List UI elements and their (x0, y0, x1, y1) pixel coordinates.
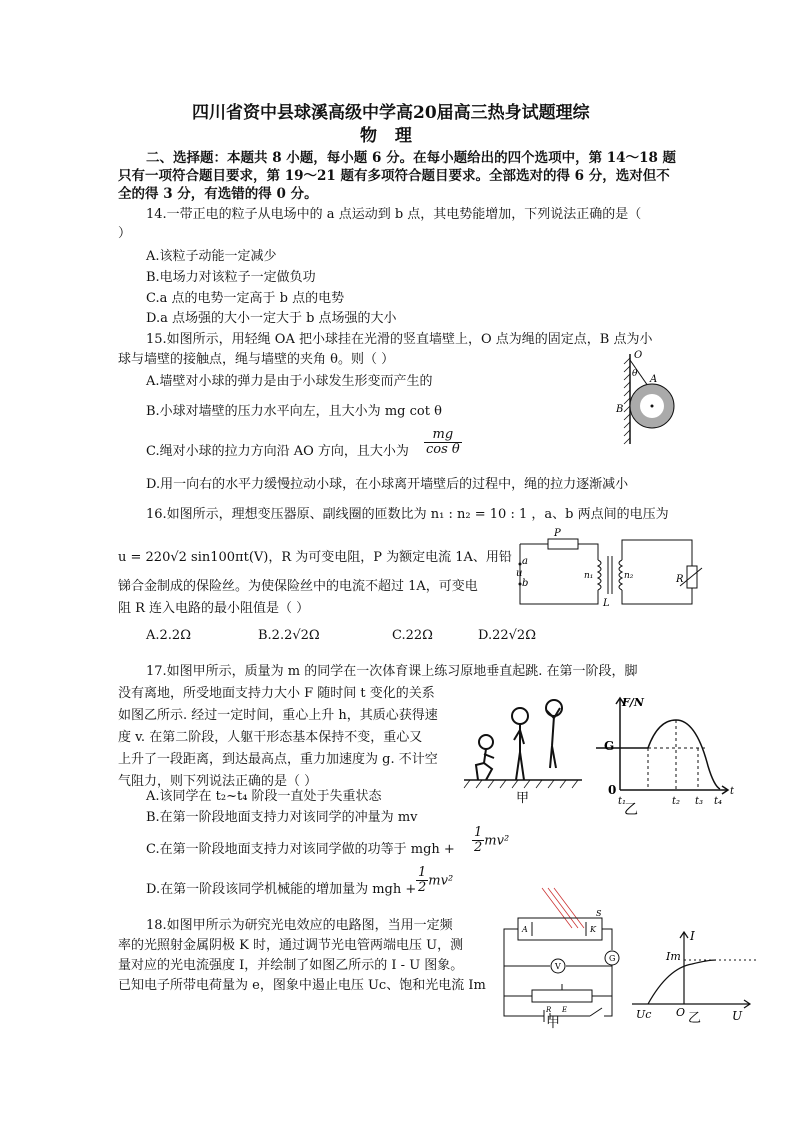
label-a: A (650, 374, 658, 385)
q16-stem-line2: u = 220√2 sin100πt(V)，R 为可变电阻，P 为额定电流 1A、用铅 (118, 550, 512, 565)
label-s: S (596, 909, 602, 918)
q18-figure-yi (632, 926, 760, 1026)
q18-figure-jia (504, 888, 626, 1026)
label-n1: n₁ (584, 571, 594, 581)
label-im: Im (666, 950, 681, 963)
label-theta: θ (632, 369, 638, 379)
fraction-numerator: 1 (474, 825, 483, 840)
label-origin: O (676, 1006, 686, 1019)
q17-figure-jia (464, 696, 588, 808)
label-zero: 0 (608, 783, 617, 797)
label-i: I (690, 929, 695, 943)
fraction-denominator: cos θ (426, 442, 460, 458)
q18-stem: 18.如图甲所示为研究光电效应的电路图，当用一定频 (146, 918, 453, 933)
q17-option-a: A.该同学在 t₂~t₄ 阶段一直处于失重状态 (146, 789, 382, 804)
subject-title: 物 理 (360, 126, 418, 146)
q14-option-c: C.a 点的电势一定高于 b 点的电势 (146, 291, 345, 306)
label-r: R (546, 1006, 552, 1014)
q18-stem-line3: 量对应的光电流强度 I，并绘制了如图乙所示的 I - U 图象。 (118, 958, 464, 973)
q15-figure (612, 346, 692, 446)
label-u: u (516, 568, 523, 579)
q15-option-c: C.绳对小球的拉力方向沿 AO 方向，且大小为 (146, 444, 409, 459)
instructions-line-1: 二、选择题：本题共 8 小题，每小题 6 分。在每小题给出的四个选项中，第 14～18 题 (146, 150, 677, 166)
q18-stem-line4: 已知电子所带电荷量为 e，图象中遏止电压 Uc、饱和光电流 Im (118, 978, 486, 993)
q15-fraction (424, 428, 462, 458)
fraction-tail: mv² (428, 873, 454, 889)
q16-stem-line4: 阻 R 连入电路的最小阻值是（ ） (118, 601, 310, 616)
q15-stem: 15.如图所示，用轻绳 OA 把小球挂在光滑的竖直墙壁上，O 点为绳的固定点，B 点为小 (146, 332, 653, 347)
label-r: R (676, 574, 684, 585)
fraction-denominator: 2 (474, 840, 483, 856)
q15-stem-cont: 球与墙壁的接触点，绳与墙壁的夹角 θ。则（ ） (118, 352, 395, 367)
q16-stem: 16.如图所示，理想变压器原、副线圈的匝数比为 n₁ : n₂ = 10 : 1 ，a、b 两点间的电压为 (146, 507, 669, 522)
label-n2: n₂ (624, 571, 634, 581)
q17-stem-line6: 气阻力，则下列说法正确的是（ ） (118, 774, 318, 789)
q14-stem: 14.一带正电的粒子从电场中的 a 点运动到 b 点，其电势能增加，下列说法正确的是（ (146, 207, 642, 222)
q17-option-c: C.在第一阶段地面支持力对该同学做的功等于 mgh + (146, 842, 455, 857)
instructions-line-2: 只有一项符合题目要求，第 19～21 题有多项符合题目要求。全部选对的得 6 分，选对但不 (118, 168, 670, 184)
label-t: t (730, 786, 735, 797)
q15-option-d: D.用一向右的水平力缓慢拉动小球，在小球离开墙壁后的过程中，绳的拉力逐渐减小 (146, 477, 629, 492)
fraction-numerator: 1 (418, 865, 427, 880)
label-fn: F/N (622, 696, 644, 709)
q17-option-c-fraction (472, 826, 509, 856)
label-e: E (562, 1006, 568, 1014)
label-o: O (634, 350, 643, 361)
q17-stem: 17.如图甲所示，质量为 m 的同学在一次体育课上练习原地垂直起跳. 在第一阶段，脚 (146, 664, 638, 679)
label-b-point: b (522, 578, 529, 589)
label-t2: t₂ (672, 796, 681, 807)
label-t4: t₄ (714, 796, 723, 807)
q16-option-a: A.2.2Ω (146, 628, 191, 643)
q16-option-c: C.22Ω (392, 628, 433, 643)
q17-stem-line5: 上升了一段距离，到达最高点，重力加速度为 g. 不计空 (118, 752, 438, 767)
fraction-numerator: mg (424, 428, 462, 443)
q16-stem-line3: 锑合金制成的保险丝。为使保险丝中的电流不超过 1A，可变电 (118, 579, 478, 594)
label-k: K (590, 925, 596, 934)
label-uc: Uc (636, 1008, 652, 1021)
fraction-denominator: 2 (418, 880, 427, 896)
q17-stem-line3: 如图乙所示. 经过一定时间，重心上升 h，其质心获得速 (118, 708, 438, 723)
label-b: B (616, 404, 624, 415)
q16-option-d: D.22√2Ω (478, 628, 536, 643)
q17-stem-line2: 没有离地，所受地面支持力大小 F 随时间 t 变化的关系 (118, 686, 435, 701)
q16-figure (512, 530, 698, 610)
q17-figure-yi (596, 694, 736, 816)
q14-option-b: B.电场力对该粒子一定做负功 (146, 270, 316, 285)
q15-option-a: A.墙壁对小球的弹力是由于小球发生形变而产生的 (146, 374, 433, 389)
label-t1: t₁ (618, 796, 627, 807)
label-a-point: a (522, 556, 528, 567)
label-v: V (555, 962, 561, 971)
instructions-line-3: 全的得 3 分，有选错的得 0 分。 (118, 186, 318, 202)
q15-option-b: B.小球对墙壁的压力水平向左，且大小为 mg cot θ (146, 404, 442, 419)
q14-stem-cont: ） (118, 226, 132, 241)
label-p: P (554, 528, 561, 539)
label-u-axis: U (732, 1009, 743, 1023)
page-title: 四川省资中县球溪高级中学高20届高三热身试题理综 (192, 103, 590, 123)
q14-option-a: A.该粒子动能一定减少 (146, 249, 277, 264)
label-yi: 乙 (688, 1011, 702, 1026)
label-a-electrode: A (522, 925, 528, 934)
q17-option-b: B.在第一阶段地面支持力对该同学的冲量为 mv (146, 810, 418, 825)
q16-option-b: B.2.2√2Ω (258, 628, 320, 643)
label-yi: 乙 (624, 802, 638, 818)
q14-option-d: D.a 点场强的大小一定大于 b 点场强的大小 (146, 311, 397, 326)
fraction-tail: mv² (484, 833, 510, 849)
q17-stem-line4: 度 v. 在第二阶段，人躯干形态基本保持不变，重心又 (118, 730, 423, 745)
label-l: L (603, 598, 610, 609)
q17-option-d-fraction (416, 866, 453, 896)
label-t3: t₃ (695, 796, 704, 807)
label-g-meter: G (609, 954, 616, 963)
q18-stem-line2: 率的光照射金属阴极 K 时，通过调节光电管两端电压 U，测 (118, 938, 464, 953)
q18-label-jia: 甲 (546, 1015, 560, 1031)
label-g: G (604, 739, 615, 753)
label-jia: 甲 (516, 791, 530, 806)
q17-option-d: D.在第一阶段该同学机械能的增加量为 mgh + (146, 882, 417, 897)
